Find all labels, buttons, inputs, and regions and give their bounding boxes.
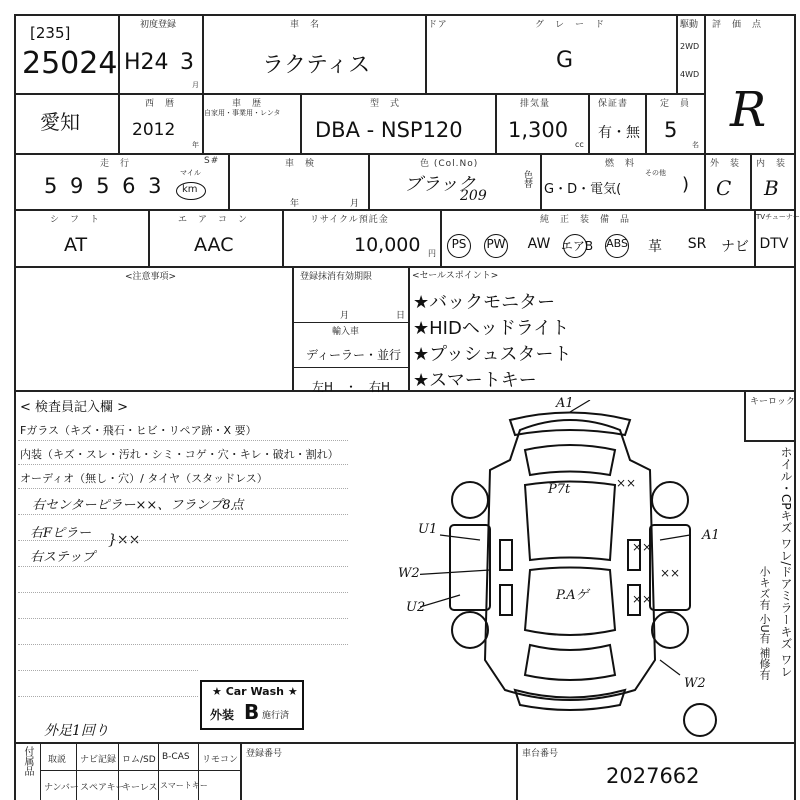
- color-label: 色 (Col.No): [420, 159, 479, 169]
- era-year: H24: [124, 50, 169, 75]
- exterior-label: 外 装: [710, 159, 741, 169]
- equip-leather: 革: [648, 239, 662, 255]
- cc-unit: cc: [575, 140, 584, 149]
- footer-item-remote: リモコン: [202, 755, 239, 765]
- deadline-label: 登録抹消有効期限: [300, 272, 373, 282]
- import-label: 輸入車: [332, 327, 360, 337]
- first-reg-label: 初度登録: [140, 20, 177, 30]
- equip-ps: PS: [451, 237, 467, 251]
- caution-label: <注意事項>: [125, 272, 177, 282]
- chassis-label: 車台番号: [522, 749, 559, 759]
- mark-a1-top: A1: [556, 396, 574, 411]
- car-rear-window: [525, 645, 615, 680]
- region: 愛知: [40, 110, 80, 134]
- interior: B: [764, 176, 779, 200]
- sales-point-2: ★HIDヘッドライト: [413, 318, 570, 339]
- fuel: G・D・電気(: [544, 182, 622, 197]
- ac: AAC: [194, 234, 234, 256]
- shift: AT: [64, 234, 88, 256]
- ac-label: エ ア コ ン: [178, 215, 249, 225]
- mileage-unit-top: マイル: [180, 169, 201, 177]
- exterior: C: [716, 176, 732, 200]
- grade: G: [556, 48, 574, 73]
- fuel-other: その他: [645, 169, 666, 177]
- side-note-2: 小キズ有 小U有 補修有: [758, 566, 771, 681]
- wheel-fl: [452, 482, 488, 518]
- sales-label: <セールスポイント>: [412, 271, 499, 281]
- pointer-u1: [440, 535, 480, 540]
- side-note: ホイル・CPキズ ワレ/ドアミラーキズ ワレ: [779, 446, 793, 678]
- carwash-prefix: 外装: [210, 708, 235, 722]
- mark-xx-1: ××: [616, 476, 637, 490]
- door-label: ドア: [428, 20, 448, 30]
- footer-item-sparekey: スペアキー: [80, 783, 125, 793]
- pointer-u2: [420, 595, 460, 610]
- capacity-label: 定 員: [660, 99, 691, 109]
- reg-month: 3: [180, 50, 194, 75]
- mark-xx-4: ××: [632, 592, 653, 606]
- inspection-year: 年: [290, 199, 300, 209]
- car-body-outline: [485, 420, 655, 700]
- equip-airbag: エアB: [560, 239, 594, 253]
- left-door-rear: [500, 585, 512, 615]
- mark-u1: U1: [418, 522, 438, 537]
- eval-label: 評 価 点: [712, 20, 763, 30]
- warranty: 有・無: [598, 125, 640, 141]
- footer-item-rom: ロム/SD: [122, 755, 156, 765]
- footer-item-bcas: B-CAS: [162, 752, 190, 762]
- car-name: ラクティス: [262, 53, 371, 78]
- mark-xx-3: ××: [660, 566, 681, 580]
- s-label: S#: [204, 156, 220, 166]
- inspector-line-3: オーディオ（無し・穴）/ タイヤ（スタッドレス）: [20, 472, 268, 485]
- wheel-rr: [652, 612, 688, 648]
- mark-page: P.Aゲ: [556, 588, 589, 603]
- equipment-label: 純 正 装 備 品: [540, 215, 631, 225]
- handle: 左H ・ 右H: [312, 380, 391, 394]
- hand-note-brace: }××: [108, 532, 141, 548]
- hand-note-1: 右センターピラー××、フランプ8点: [32, 498, 244, 513]
- capacity-unit: 名: [692, 141, 699, 149]
- sales-point-3: ★プッシュスタート: [413, 344, 572, 365]
- fuel-label: 燃 料: [605, 159, 636, 169]
- mark-a1-right: A1: [702, 528, 720, 543]
- footer-item-number: ナンバー: [44, 783, 79, 793]
- drive-2wd: 2WD: [680, 42, 700, 51]
- warranty-label: 保証書: [598, 99, 629, 109]
- outer-note: 外足1回り: [44, 723, 109, 739]
- carwash-grade: B: [244, 700, 260, 724]
- seireki-label: 西 暦: [145, 99, 176, 109]
- deadline-day: 日: [396, 311, 406, 321]
- grade-label: グ レ ー ド: [535, 20, 606, 30]
- pointer-a1-right: [660, 535, 690, 540]
- footer-item-navi: ナビ記録: [80, 755, 117, 765]
- equip-sr: SR: [687, 236, 707, 252]
- model: DBA - NSP120: [315, 118, 463, 142]
- chassis-number: 2027662: [606, 764, 700, 788]
- inspection-month: 月: [350, 199, 360, 209]
- equip-navi: ナビ: [721, 239, 749, 255]
- inspector-line-1: Fガラス（キズ・飛石・ヒビ・リペア跡・X 要）: [20, 424, 257, 437]
- displacement-label: 排気量: [520, 99, 551, 109]
- pointer-w2-bottom: [660, 660, 680, 675]
- wheel-fr: [652, 482, 688, 518]
- tv-label: TVチューナー: [756, 213, 800, 221]
- lot-bracket: [235]: [30, 24, 71, 42]
- wheel-rl: [452, 612, 488, 648]
- car-front-window: [525, 445, 615, 475]
- equip-abs: ABS: [606, 237, 628, 250]
- car-hood: [510, 413, 630, 436]
- equip-dtv: DTV: [759, 236, 789, 252]
- keylock-label: キーロック: [750, 397, 795, 407]
- mark-u2: U2: [406, 600, 426, 615]
- mark-w2-bottom: W2: [684, 676, 706, 691]
- footer-left-label: 付属品: [22, 746, 33, 776]
- drive-label: 駆動: [680, 20, 699, 30]
- capacity: 5: [664, 118, 678, 142]
- color-code: 209: [460, 188, 487, 204]
- lot-number: 25024: [22, 46, 118, 81]
- interior-label: 内 装: [756, 159, 787, 169]
- inspection-label: 車 検: [285, 159, 316, 169]
- carwash-title: ★ Car Wash ★: [212, 685, 298, 698]
- footer-item-manual: 取説: [48, 755, 67, 765]
- color: ブラック: [404, 174, 476, 195]
- shift-label: シ フ ト: [50, 215, 101, 225]
- footer-item-keyless: キーレス: [122, 783, 158, 793]
- carwash-suffix: 施行済: [262, 711, 290, 721]
- sales-point-1: ★バックモニター: [413, 292, 556, 313]
- recycle-label: リサイクル預託金: [310, 215, 389, 225]
- seireki: 2012: [132, 120, 176, 140]
- equip-pw: PW: [486, 237, 506, 251]
- left-side-panel: [450, 525, 490, 610]
- mark-p7t: P7t: [548, 482, 571, 497]
- sales-point-4: ★スマートキー: [413, 370, 537, 391]
- model-label: 型 式: [370, 99, 401, 109]
- eval-score: R: [730, 82, 767, 138]
- footer-item-smartkey: スマートキー: [160, 781, 208, 790]
- recycle: 10,000: [354, 234, 421, 256]
- recolor-label: 色替: [522, 170, 532, 188]
- seireki-unit: 年: [192, 141, 199, 149]
- fuel-close: ): [682, 174, 690, 195]
- hand-note-3: 右ステップ: [30, 550, 95, 565]
- mileage-unit: km: [182, 184, 198, 195]
- displacement: 1,300: [508, 118, 569, 142]
- shadai-note: 自家用・事業用・レンタ: [204, 109, 281, 117]
- car-name-label: 車 名: [290, 20, 321, 30]
- yen-unit: 円: [428, 249, 436, 258]
- shadai-label: 車 歴: [232, 99, 263, 109]
- deadline-month: 月: [340, 311, 350, 321]
- mark-w2-left: W2: [398, 566, 420, 581]
- month-unit: 月: [192, 81, 199, 89]
- left-door-front: [500, 540, 512, 570]
- hand-note-2: 右Fピラー: [30, 526, 92, 541]
- dealer: ディーラー・並行: [306, 348, 402, 362]
- mileage: 5 9 5 6 3: [44, 174, 165, 198]
- pointer-w2: [420, 570, 490, 575]
- note-rules: [18, 430, 348, 730]
- mark-xx-2: ××: [632, 540, 653, 554]
- wheel-spare: [684, 704, 716, 736]
- reg-label: 登録番号: [246, 749, 283, 759]
- mileage-label: 走 行: [100, 159, 131, 169]
- drive-4wd: 4WD: [680, 70, 700, 79]
- equip-aw: AW: [527, 236, 551, 252]
- inspector-title: < 検査員記入欄 >: [20, 400, 129, 415]
- inspector-line-2: 内装（キズ・スレ・汚れ・シミ・コゲ・穴・キレ・破れ・割れ）: [20, 448, 339, 461]
